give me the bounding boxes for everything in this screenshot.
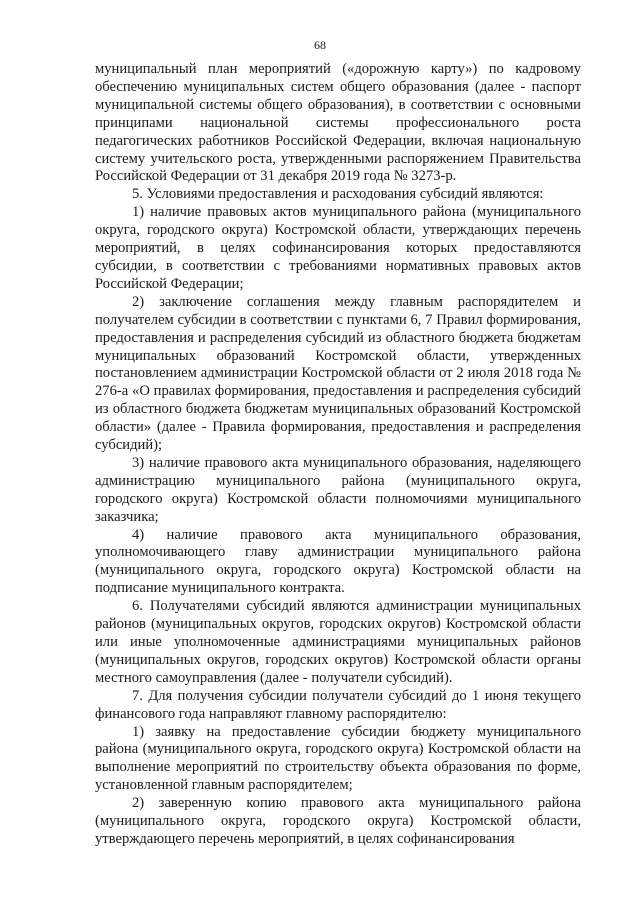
paragraph-subitem-5-1: 1) наличие правовых актов муниципального района (муниципального округа, городского округа) Костромской области, утверждающих перечень мероприятий, в целях софинансирования которых предоставляются субсидии, в соответствии с требованиями нормативных правовых актов Российской Федерации; <box>95 204 581 292</box>
paragraph-item-6: 6. Получателями субсидий являются администрации муниципальных районов (муниципальных округов, городских округов) Костромской области или иные уполномоченные администрациями муниципальных районов (муниципальных округов, городских округов) Костромской области органы местного самоуправления (далее - получатели субсидий). <box>95 598 581 686</box>
paragraph-subitem-7-2: 2) заверенную копию правового акта муниципального района (муниципального округа, городского округа) Костромской области, утверждающего перечень мероприятий, в целях софинансирования <box>95 795 581 847</box>
page-number: 68 <box>314 38 326 52</box>
paragraph-subitem-5-3: 3) наличие правового акта муниципального образования, наделяющего администрацию муниципального района (муниципального округа, городского округа) Костромской области полномочиями муниципального заказчика; <box>95 454 581 525</box>
paragraph-continuation: муниципальный план мероприятий («дорожную карту») по кадровому обеспечению муниципальных систем общего образования (далее - паспорт муниципальной системы общего образования), в соответствии с основными принципами национальной системы профессионального роста педагогических работников Российской Федерации, включая национальную систему учительского роста, утвержденными распоряжением Правительства Российской Федерации от 31 декабря 2019 года № 3273-р. <box>95 61 581 185</box>
paragraph-subitem-5-4: 4) наличие правового акта муниципального образования, уполномочивающего главу администрации муниципального района (муниципального округа, городского округа) Костромской области на подписание муниципального контракта. <box>95 526 581 597</box>
paragraph-item-5: 5. Условиями предоставления и расходования субсидий являются: <box>132 186 544 203</box>
paragraph-item-7: 7. Для получения субсидии получатели субсидий до 1 июня текущего финансового года направляют главному распорядителю: <box>95 687 581 722</box>
paragraph-subitem-5-2: 2) заключение соглашения между главным распорядителем и получателем субсидии в соответствии с пунктами 6, 7 Правил формирования, предоставления и распределения субсидий из областного бюджета бюджетам муниципальных образований Костромской области, утвержденных постановлением администрации Костромской области от 2 июля 2018 года № 276-а «О правилах формирования, предоставления и распределения субсидий из областного бюджета бюджетам муниципальных образований Костромской области» (далее - Правила формирования, предоставления и распределения субсидий); <box>95 293 581 454</box>
paragraph-subitem-7-1: 1) заявку на предоставление субсидии бюджету муниципального района (муниципального округа, городского округа) Костромской области на выполнение мероприятий по строительству объекта образования по форме, установленной главным распорядителем; <box>95 723 581 794</box>
document-body <box>95 61 581 849</box>
